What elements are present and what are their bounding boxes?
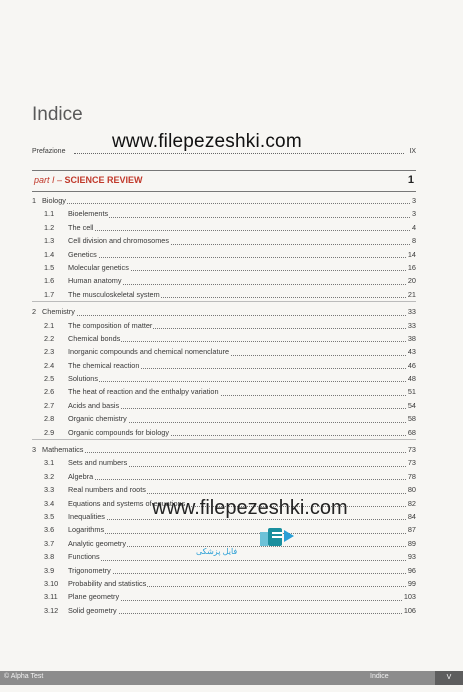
toc-title: Trigonometry bbox=[68, 564, 112, 577]
toc-title: Human anatomy bbox=[68, 274, 123, 287]
toc-chapter-row[interactable] bbox=[32, 305, 416, 318]
watermark-url-overlay: www.filepezeshki.com bbox=[152, 497, 348, 519]
toc-page: 58 bbox=[407, 412, 416, 425]
toc-title: The heat of reaction and the enthalpy variation bbox=[68, 385, 220, 398]
toc-number: 3.7 bbox=[44, 538, 55, 548]
watermark-url: www.filepezeshki.com bbox=[112, 131, 302, 152]
toc-chapter-row[interactable] bbox=[32, 443, 416, 456]
toc-section-row[interactable] bbox=[32, 359, 416, 372]
toc-section-row[interactable] bbox=[32, 426, 416, 439]
toc-page: 20 bbox=[407, 274, 416, 287]
toc-page: 8 bbox=[411, 234, 416, 247]
toc-number: 3.5 bbox=[44, 511, 55, 521]
toc-title: Inorganic compounds and chemical nomenclature bbox=[68, 345, 230, 358]
toc-page: 43 bbox=[407, 345, 416, 358]
toc-title: Acids and basis bbox=[68, 399, 120, 412]
toc-section-row[interactable] bbox=[32, 248, 416, 261]
toc-number: 3.12 bbox=[44, 605, 59, 615]
toc-number: 1.3 bbox=[44, 236, 55, 246]
dot-leader bbox=[42, 452, 414, 453]
toc-page: 33 bbox=[407, 305, 416, 318]
dot-leader bbox=[74, 153, 404, 154]
toc-number: 1.6 bbox=[44, 276, 55, 286]
toc-page: 106 bbox=[403, 604, 416, 617]
toc-section-row[interactable] bbox=[32, 207, 416, 220]
toc-page: 103 bbox=[403, 590, 416, 603]
toc-title: Inequalities bbox=[68, 510, 106, 523]
toc-number: 1 bbox=[32, 196, 37, 205]
preface-page: IX bbox=[409, 148, 416, 155]
dot-leader bbox=[68, 479, 414, 480]
toc-number: 2.2 bbox=[44, 333, 55, 343]
toc-page: 48 bbox=[407, 372, 416, 385]
toc-title: The musculoskeletal system bbox=[68, 288, 161, 301]
toc-title: Organic compounds for biology bbox=[68, 426, 170, 439]
toc-number: 3.1 bbox=[44, 458, 55, 468]
toc-number: 3.8 bbox=[44, 552, 55, 562]
toc-page: 99 bbox=[407, 577, 416, 590]
toc-title: Solid geometry bbox=[68, 604, 118, 617]
toc-page: 78 bbox=[407, 470, 416, 483]
toc-title: Chemical bonds bbox=[68, 332, 121, 345]
part-header bbox=[32, 170, 416, 192]
toc-section-row[interactable] bbox=[32, 345, 416, 358]
dot-leader bbox=[42, 315, 414, 316]
toc-number: 3.9 bbox=[44, 565, 55, 575]
dot-leader bbox=[68, 613, 414, 614]
toc-section-row[interactable] bbox=[32, 399, 416, 412]
toc-page: 46 bbox=[407, 359, 416, 372]
part-prefix: part I – bbox=[34, 175, 65, 185]
toc-section-row[interactable] bbox=[32, 234, 416, 247]
toc-title: Logarithms bbox=[68, 523, 105, 536]
toc-chapter-row[interactable] bbox=[32, 194, 416, 207]
toc-section-row[interactable] bbox=[32, 523, 416, 536]
toc-page: 89 bbox=[407, 537, 416, 550]
toc-title: Bioelements bbox=[68, 207, 109, 220]
dot-leader bbox=[68, 230, 414, 231]
toc-section-row[interactable] bbox=[32, 372, 416, 385]
logo-text: فایل پزشکی bbox=[196, 547, 238, 556]
footer-section: Indice bbox=[370, 673, 389, 680]
toc-number: 3.2 bbox=[44, 471, 55, 481]
toc-title: Chemistry bbox=[42, 305, 76, 318]
logo-icon bbox=[230, 524, 300, 564]
toc-number: 2.1 bbox=[44, 320, 55, 330]
toc-section-row[interactable] bbox=[32, 412, 416, 425]
toc-number: 2.9 bbox=[44, 427, 55, 437]
toc-title: Organic chemistry bbox=[68, 412, 128, 425]
preface-label: Prefazione bbox=[32, 148, 66, 155]
toc-section-row[interactable] bbox=[32, 470, 416, 483]
toc-number: 2.3 bbox=[44, 347, 55, 357]
toc-section-row[interactable] bbox=[32, 590, 416, 603]
toc-page: 21 bbox=[407, 288, 416, 301]
toc-title: Probability and statistics bbox=[68, 577, 147, 590]
toc-title: Equations and systems of equations bbox=[68, 497, 186, 510]
toc-title: Sets and numbers bbox=[68, 456, 128, 469]
footer-page-number: V bbox=[435, 671, 463, 685]
toc-section-row[interactable] bbox=[32, 274, 416, 287]
footer-publisher: © Alpha Test bbox=[4, 673, 44, 680]
toc-section-row[interactable] bbox=[32, 221, 416, 234]
toc-page: 87 bbox=[407, 523, 416, 536]
toc-page: 73 bbox=[407, 456, 416, 469]
toc-section-row[interactable] bbox=[32, 332, 416, 345]
toc-number: 3.4 bbox=[44, 498, 55, 508]
dot-leader bbox=[68, 217, 414, 218]
toc-page: 96 bbox=[407, 564, 416, 577]
toc-section-row[interactable] bbox=[32, 288, 416, 301]
toc-section-row[interactable] bbox=[32, 483, 416, 496]
toc-section-row[interactable] bbox=[32, 456, 416, 469]
toc-section-row[interactable] bbox=[32, 319, 416, 332]
toc-page: 51 bbox=[407, 385, 416, 398]
toc-page: 68 bbox=[407, 426, 416, 439]
toc-number: 3.6 bbox=[44, 525, 55, 535]
toc-section-row[interactable] bbox=[32, 577, 416, 590]
toc-title: Genetics bbox=[68, 248, 98, 261]
toc-page: 14 bbox=[407, 248, 416, 261]
dot-leader bbox=[42, 203, 414, 204]
toc-number: 3.11 bbox=[44, 592, 58, 602]
toc-page: 54 bbox=[407, 399, 416, 412]
toc-page: 3 bbox=[411, 194, 416, 207]
part-title bbox=[34, 175, 143, 185]
toc-title: The chemical reaction bbox=[68, 359, 140, 372]
toc-section-row[interactable] bbox=[32, 261, 416, 274]
toc-page: 82 bbox=[407, 497, 416, 510]
toc-page: 33 bbox=[407, 319, 416, 332]
toc-title: Solutions bbox=[68, 372, 99, 385]
toc-title: Mathematics bbox=[42, 443, 84, 456]
toc-title: Analytic geometry bbox=[68, 537, 127, 550]
toc-title: Cell division and chromosomes bbox=[68, 234, 170, 247]
page-title: Indice bbox=[32, 104, 83, 125]
toc-number: 3 bbox=[32, 445, 37, 455]
toc-title: Real numbers and roots bbox=[68, 483, 147, 496]
page-footer bbox=[0, 671, 463, 685]
toc-number: 2.4 bbox=[44, 360, 55, 370]
toc-page: 38 bbox=[407, 332, 416, 345]
toc-title: Algebra bbox=[68, 470, 94, 483]
toc-title: Plane geometry bbox=[68, 590, 120, 603]
part-page: 1 bbox=[407, 174, 414, 186]
toc-page: 4 bbox=[411, 221, 416, 234]
dot-leader bbox=[68, 381, 414, 382]
toc-number: 2.5 bbox=[44, 374, 55, 384]
toc-page: 93 bbox=[407, 550, 416, 563]
toc-number: 2.7 bbox=[44, 400, 55, 410]
toc-number: 2.6 bbox=[44, 387, 55, 397]
toc-number: 1.1 bbox=[44, 209, 55, 219]
toc-number: 3.10 bbox=[44, 578, 59, 588]
toc-number: 2.8 bbox=[44, 414, 55, 424]
toc-title: Biology bbox=[42, 194, 67, 207]
toc-title: Functions bbox=[68, 550, 101, 563]
toc-title: The composition of matter bbox=[68, 319, 153, 332]
dot-leader bbox=[68, 257, 414, 258]
toc-number: 2 bbox=[32, 307, 37, 317]
toc-section-row[interactable] bbox=[32, 604, 416, 617]
toc-title: The cell bbox=[68, 221, 95, 234]
toc-title: Molecular genetics bbox=[68, 261, 130, 274]
part-name: SCIENCE REVIEW bbox=[64, 175, 143, 185]
toc-page: 84 bbox=[407, 510, 416, 523]
toc-number: 1.7 bbox=[44, 289, 55, 299]
toc-page: 80 bbox=[407, 483, 416, 496]
toc-section-row[interactable] bbox=[32, 385, 416, 398]
dot-leader bbox=[68, 573, 414, 574]
toc-page: 3 bbox=[411, 207, 416, 220]
toc-number: 1.4 bbox=[44, 249, 55, 259]
toc-number: 1.5 bbox=[44, 262, 55, 272]
toc-number: 3.3 bbox=[44, 485, 55, 495]
toc-number: 1.2 bbox=[44, 222, 55, 232]
toc-page: 73 bbox=[407, 443, 416, 456]
toc-page: 16 bbox=[407, 261, 416, 274]
toc-section-row[interactable] bbox=[32, 564, 416, 577]
